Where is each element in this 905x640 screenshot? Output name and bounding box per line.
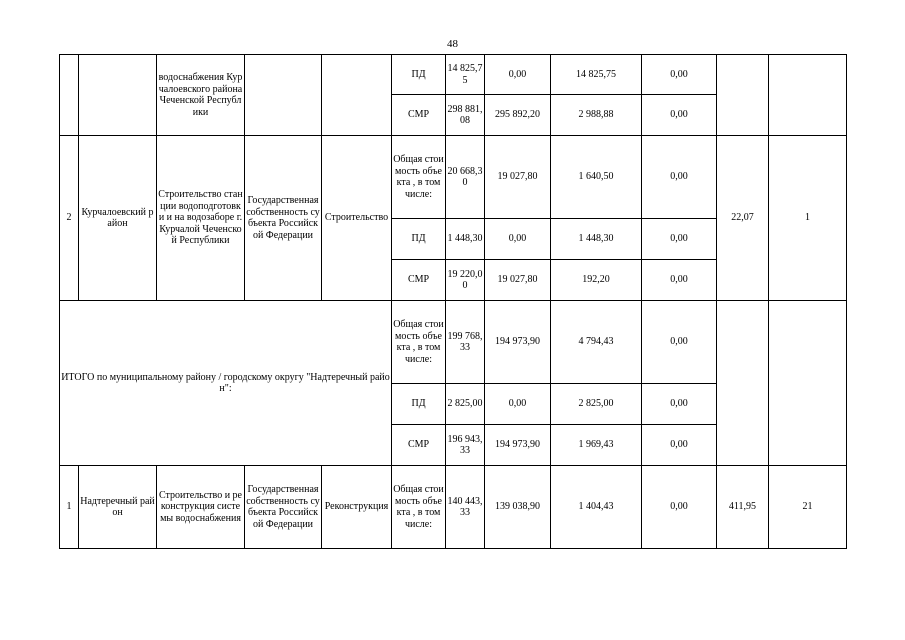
object-name-cell: водоснабжения Курчалоевского района Чеченской Республики bbox=[157, 55, 245, 136]
value-cell: 192,20 bbox=[551, 260, 642, 301]
table-row bbox=[60, 55, 847, 95]
cost-type-cell: ПД bbox=[392, 55, 446, 95]
cost-type-cell: ПД bbox=[392, 219, 446, 260]
value-cell: 2 988,88 bbox=[551, 95, 642, 136]
value-cell: 0,00 bbox=[642, 384, 717, 425]
cost-type-cell: ПД bbox=[392, 384, 446, 425]
extra-cell: 21 bbox=[769, 466, 847, 549]
value-cell: 0,00 bbox=[485, 219, 551, 260]
value-cell: 0,00 bbox=[642, 95, 717, 136]
district-cell: Надтеречный район bbox=[79, 466, 157, 549]
object-name-cell: Строительство станции водоподготовки и на водозаборе г. Курчалой Чеченской Республики bbox=[157, 136, 245, 301]
extra-cell: 22,07 bbox=[717, 136, 769, 301]
value-cell: 1 640,50 bbox=[551, 136, 642, 219]
value-cell: 295 892,20 bbox=[485, 95, 551, 136]
extra-cell bbox=[717, 301, 769, 466]
ownership-cell bbox=[245, 55, 322, 136]
object-name-cell: Строительство и реконструкция системы водоснабжения bbox=[157, 466, 245, 549]
table-row bbox=[60, 301, 847, 384]
value-cell: 0,00 bbox=[642, 466, 717, 549]
ownership-cell: Государственная собственность субъекта Российской Федерации bbox=[245, 136, 322, 301]
value-cell: 14 825,75 bbox=[551, 55, 642, 95]
total-cost-cell: 298 881,08 bbox=[446, 95, 485, 136]
value-cell: 19 027,80 bbox=[485, 136, 551, 219]
district-cell: Курчалоевский район bbox=[79, 136, 157, 301]
value-cell: 4 794,43 bbox=[551, 301, 642, 384]
value-cell: 194 973,90 bbox=[485, 301, 551, 384]
total-cost-cell: 1 448,30 bbox=[446, 219, 485, 260]
work-type-cell bbox=[322, 55, 392, 136]
total-cost-cell: 19 220,00 bbox=[446, 260, 485, 301]
extra-cell bbox=[769, 55, 847, 136]
ownership-cell: Государственная собственность субъекта Российской Федерации bbox=[245, 466, 322, 549]
table-row bbox=[60, 136, 847, 219]
value-cell: 1 448,30 bbox=[551, 219, 642, 260]
total-cost-cell: 20 668,30 bbox=[446, 136, 485, 219]
total-cost-cell: 199 768,33 bbox=[446, 301, 485, 384]
extra-cell: 411,95 bbox=[717, 466, 769, 549]
total-cost-cell: 14 825,75 bbox=[446, 55, 485, 95]
district-cell bbox=[79, 55, 157, 136]
extra-cell: 1 bbox=[769, 136, 847, 301]
cost-type-cell: СМР bbox=[392, 425, 446, 466]
total-cost-cell: 140 443,33 bbox=[446, 466, 485, 549]
cost-type-cell: СМР bbox=[392, 260, 446, 301]
cost-type-cell: СМР bbox=[392, 95, 446, 136]
value-cell: 0,00 bbox=[485, 384, 551, 425]
value-cell: 1 969,43 bbox=[551, 425, 642, 466]
extra-cell bbox=[769, 301, 847, 466]
value-cell: 0,00 bbox=[642, 425, 717, 466]
work-type-cell: Строительство bbox=[322, 136, 392, 301]
data-table bbox=[59, 54, 847, 549]
value-cell: 139 038,90 bbox=[485, 466, 551, 549]
value-cell: 0,00 bbox=[642, 136, 717, 219]
value-cell: 0,00 bbox=[642, 219, 717, 260]
cost-type-cell: Общая стоимость объекта , в том числе: bbox=[392, 136, 446, 219]
cost-type-cell: Общая стоимость объекта , в том числе: bbox=[392, 301, 446, 384]
total-label-cell: ИТОГО по муниципальному району / городскому округу "Надтеречный район": bbox=[60, 301, 392, 466]
extra-cell bbox=[717, 55, 769, 136]
value-cell: 1 404,43 bbox=[551, 466, 642, 549]
num-cell bbox=[60, 55, 79, 136]
page-number: 48 bbox=[447, 38, 458, 50]
value-cell: 0,00 bbox=[485, 55, 551, 95]
value-cell: 0,00 bbox=[642, 260, 717, 301]
value-cell: 19 027,80 bbox=[485, 260, 551, 301]
total-cost-cell: 196 943,33 bbox=[446, 425, 485, 466]
num-cell: 2 bbox=[60, 136, 79, 301]
value-cell: 2 825,00 bbox=[551, 384, 642, 425]
value-cell: 194 973,90 bbox=[485, 425, 551, 466]
value-cell: 0,00 bbox=[642, 55, 717, 95]
total-cost-cell: 2 825,00 bbox=[446, 384, 485, 425]
cost-type-cell: Общая стоимость объекта , в том числе: bbox=[392, 466, 446, 549]
num-cell: 1 bbox=[60, 466, 79, 549]
work-type-cell: Реконструкция bbox=[322, 466, 392, 549]
table-row bbox=[60, 466, 847, 549]
value-cell: 0,00 bbox=[642, 301, 717, 384]
